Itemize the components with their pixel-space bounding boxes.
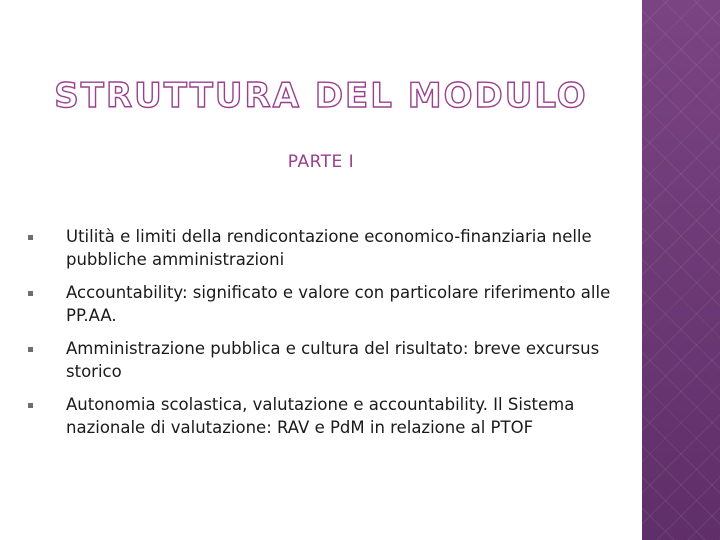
square-bullet-icon [28,403,33,408]
square-bullet-icon [28,235,33,240]
bullet-list [24,225,614,449]
bullet-item [24,337,614,383]
bullet-item [24,225,614,271]
bullet-item [24,393,614,439]
bullet-text: Utilità e limiti della rendicontazione economico-finanziaria nelle pubbliche amministrazioni [66,227,592,269]
square-bullet-icon [28,347,33,352]
bullet-text: Amministrazione pubblica e cultura del risultato: breve excursus storico [66,339,600,381]
bullet-text: Accountability: significato e valore con particolare riferimento alle PP.AA. [66,283,611,325]
slide-title: STRUTTURA DEL MODULO [54,76,588,116]
bullet-text: Autonomia scolastica, valutazione e accountability. Il Sistema nazionale di valutazione: RAV e PdM in relazione al PTOF [66,395,575,437]
bullet-item [24,281,614,327]
square-bullet-icon [28,291,33,296]
slide-subtitle: PARTE I [287,152,355,172]
decorative-side-panel [642,0,720,540]
